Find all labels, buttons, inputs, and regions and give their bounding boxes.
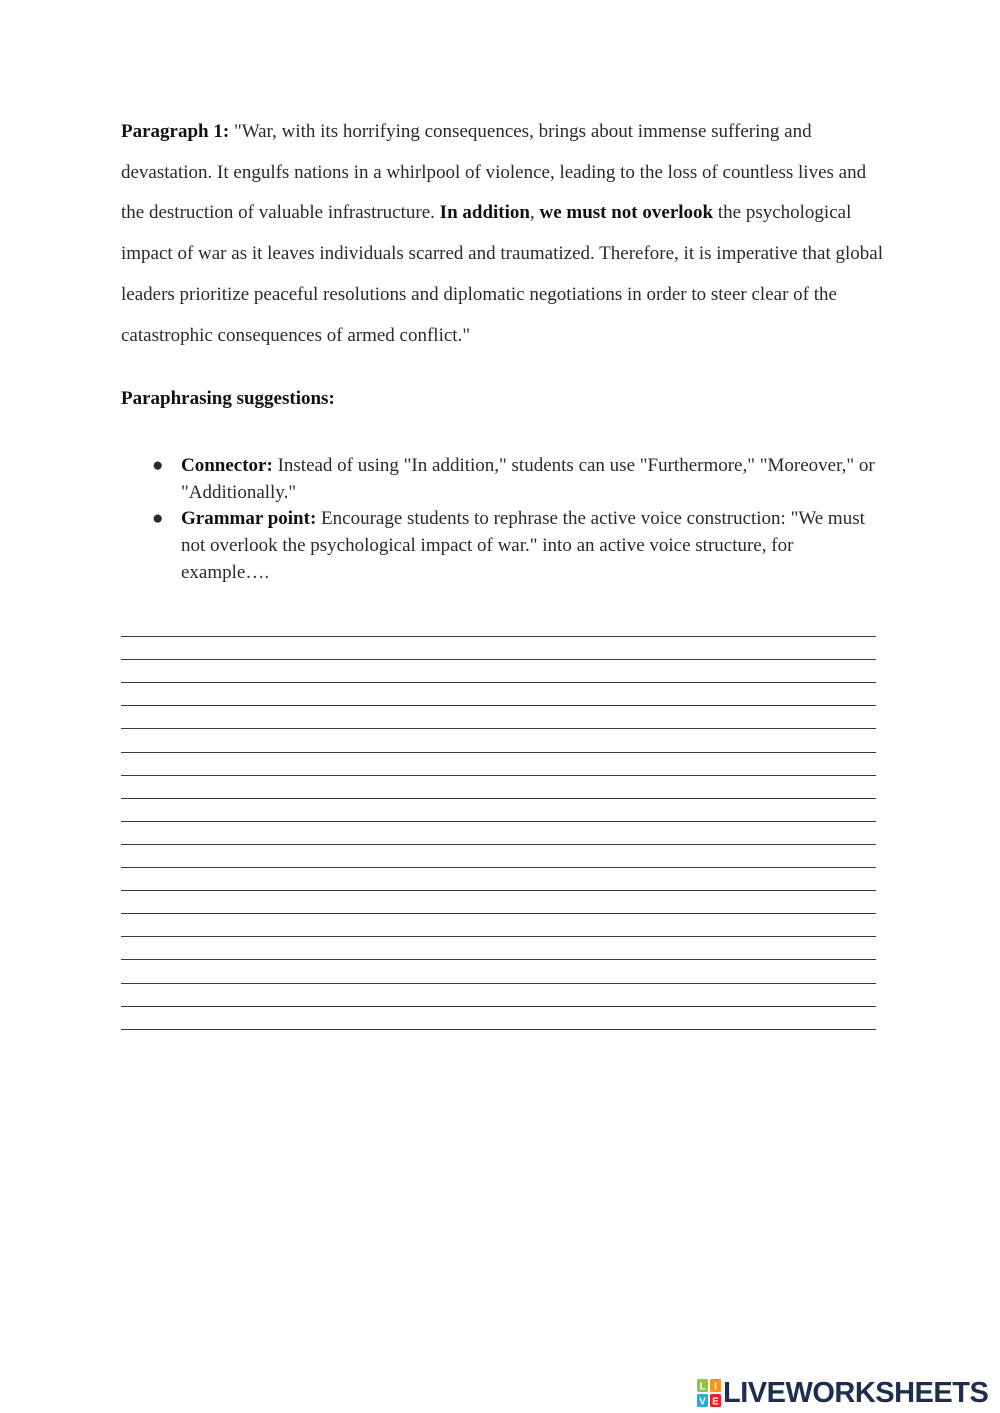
answer-line[interactable] — [121, 705, 876, 706]
answer-line[interactable] — [121, 636, 876, 637]
answer-line[interactable] — [121, 959, 876, 960]
paragraph-label: Paragraph 1: — [121, 121, 230, 142]
answer-line[interactable] — [121, 775, 876, 776]
liveworksheets-logo — [697, 1378, 988, 1408]
liveworksheets-logo-icon — [697, 1379, 721, 1407]
answer-line[interactable] — [121, 890, 876, 891]
suggestion-text: Encourage students to rephrase the active voice construction: "We must not overlook the psychological impact of war." into an active voice structure, for example…. — [181, 508, 865, 583]
svg-text:I: I — [714, 1381, 717, 1393]
answer-line[interactable] — [121, 867, 876, 868]
answer-line[interactable] — [121, 821, 876, 822]
svg-text:E: E — [712, 1396, 719, 1407]
suggestion-label: Connector: — [181, 455, 273, 476]
answer-line[interactable] — [121, 752, 876, 753]
answer-line[interactable] — [121, 844, 876, 845]
suggestion-connector — [152, 453, 882, 506]
answer-line[interactable] — [121, 913, 876, 914]
answer-line[interactable] — [121, 1029, 876, 1030]
answer-line[interactable] — [121, 983, 876, 984]
answer-line[interactable] — [121, 936, 876, 937]
answer-line[interactable] — [121, 798, 876, 799]
svg-text:L: L — [699, 1381, 706, 1393]
suggestion-text: Instead of using "In addition," students can use "Furthermore," "Moreover," or "Additionally." — [181, 455, 875, 503]
suggestion-grammar — [152, 506, 882, 586]
answer-line[interactable] — [121, 659, 876, 660]
suggestion-label: Grammar point: — [181, 508, 317, 530]
liveworksheets-logo-text: LIVEWORKSHEETS — [723, 1377, 989, 1409]
suggestions-list — [152, 453, 882, 587]
highlight-connector: In addition — [439, 202, 530, 224]
paragraph-1: Paragraph 1: "War, with its horrifying consequences, brings about immense suffering and devastation. It engulfs nations in a whirlpool of violence, leading to the loss of countless lives and the destruction of valuable infrastructure. In addition, we must not overlook the psychological impact of war as it leaves individuals scarred and traumatized. Therefore, it is imperative that global leaders prioritize peaceful resolutions and diplomatic negotiations in order to steer clear of the catastrophic consequences of armed conflict." — [121, 121, 884, 346]
highlight-grammar: we must not overlook — [539, 202, 714, 224]
bullet-icon: ● — [152, 455, 164, 476]
answer-line[interactable] — [121, 728, 876, 729]
bullet-icon: ● — [152, 508, 164, 530]
answer-line[interactable] — [121, 682, 876, 683]
paragraph-text: "War, with its horrifying consequences, brings about immense suffering and devastation. It engulfs nations in a whirlpool of violence, leading to the loss of countless lives and the destruction of valuable infrastructure. — [121, 121, 867, 224]
svg-text:V: V — [699, 1396, 706, 1407]
answer-line[interactable] — [121, 1006, 876, 1007]
suggestions-heading: Paraphrasing suggestions: — [121, 388, 335, 409]
